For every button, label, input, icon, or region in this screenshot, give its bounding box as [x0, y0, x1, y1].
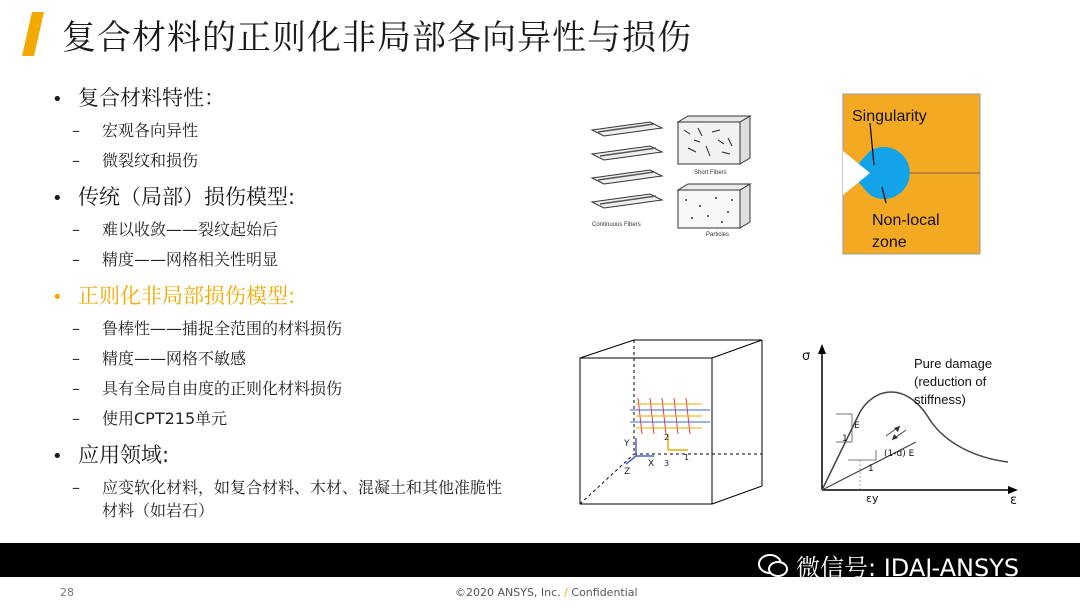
- bullet-item-highlight: • 正则化非局部损伤模型:: [52, 280, 552, 310]
- stiffness-label: stiffness): [914, 392, 966, 407]
- bullet-item: • 应用领域:: [52, 439, 552, 469]
- short-fibers-label: Short Fibers: [694, 170, 727, 176]
- title-accent-bar: [22, 12, 44, 56]
- bullet-label: 应用领域:: [78, 443, 170, 467]
- sub-bullet-text: 具有全局自由度的正则化材料损伤: [102, 379, 343, 398]
- epsilon-label: ε: [1010, 493, 1018, 508]
- stress-strain-figure: [796, 340, 1036, 510]
- continuous-fibers-label: Continuous Fibers: [592, 222, 641, 228]
- sub-bullet: – 精度——网格相关性明显: [72, 247, 552, 270]
- page-title: 复合材料的正则化非局部各向异性与损伤: [62, 18, 692, 58]
- sub-bullet: – 鲁棒性——捕捉全范围的材料损伤: [72, 316, 552, 339]
- e-label: E: [854, 421, 860, 431]
- epsilon-y-label: εy: [866, 492, 879, 505]
- sub-bullet: – 微裂纹和损伤: [72, 148, 552, 171]
- sub-bullet: – 使用CPT215单元: [72, 406, 552, 429]
- wechat-icon: [758, 553, 788, 579]
- bullet-label: 正则化非局部损伤模型:: [78, 284, 296, 308]
- composite-types-figure: [578, 112, 770, 242]
- bullet-group: [52, 439, 552, 521]
- node-3-label: 3: [664, 459, 670, 468]
- singularity-label: Singularity: [852, 108, 927, 125]
- sub-bullet-text: 精度——网格相关性明显: [102, 250, 279, 269]
- zone-label: zone: [872, 234, 907, 251]
- copyright: [455, 586, 638, 599]
- sub-bullet: – 应变软化材料，如复合材料、木材、混凝土和其他准脆性材料（如岩石）: [72, 475, 512, 521]
- bullet-group: [52, 280, 552, 429]
- sub-bullet-text: 宏观各向异性: [102, 121, 199, 140]
- sub-bullet: – 难以收敛——裂纹起始后: [72, 217, 552, 240]
- bullet-item: • 复合材料特性：: [52, 82, 552, 112]
- cube-element-figure: [578, 338, 764, 508]
- page-number: 28: [60, 586, 74, 599]
- particles-label: Particles: [706, 232, 730, 238]
- sub-bullet: – 宏观各向异性: [72, 118, 552, 141]
- watermark-text: 微信号: IDAJ-ANSYS: [796, 554, 1020, 582]
- axis-y-label: Y: [624, 439, 630, 449]
- node-2-label: 2: [664, 433, 670, 442]
- sigma-label: σ: [802, 349, 811, 364]
- bullet-item: • 传统（局部）损伤模型:: [52, 181, 552, 211]
- axis-z-label: Z: [624, 467, 631, 477]
- sub-bullet-text: 微裂纹和损伤: [102, 151, 199, 170]
- sub-bullet-text: 应变软化材料，如复合材料、木材、混凝土和其他准脆性材料（如岩石）: [102, 478, 503, 520]
- sub-bullet-text: 鲁棒性——捕捉全范围的材料损伤: [102, 319, 343, 338]
- pure-damage-label: Pure damage: [914, 356, 993, 371]
- node-1-label: 1: [684, 453, 690, 462]
- nonlocal-label: Non-local: [872, 212, 940, 229]
- sub-bullet-text: 使用CPT215单元: [102, 409, 228, 428]
- copyright-text: ©2020 ANSYS, Inc.: [455, 586, 561, 599]
- singularity-figure: [842, 93, 982, 255]
- one-label: 1: [842, 434, 848, 444]
- reduction-label: (reduction of: [914, 374, 987, 389]
- bullet-label: 复合材料特性：: [78, 86, 225, 110]
- bullet-group: [52, 82, 552, 171]
- bullet-label: 传统（局部）损伤模型:: [78, 185, 296, 209]
- bullet-group: [52, 181, 552, 270]
- sub-bullet-text: 难以收敛——裂纹起始后: [102, 220, 279, 239]
- watermark: [758, 548, 1019, 583]
- sub-bullet-text: 精度——网格不敏感: [102, 349, 247, 368]
- separator: /: [560, 586, 572, 599]
- damage-e-label: (1-d) E: [884, 449, 915, 459]
- sub-bullet: – 具有全局自由度的正则化材料损伤: [72, 376, 552, 399]
- one-label-2: 1: [868, 464, 874, 474]
- bullet-list: [52, 82, 552, 531]
- sub-bullet: – 精度——网格不敏感: [72, 346, 552, 369]
- confidential-text: Confidential: [571, 586, 638, 599]
- axis-x-label: X: [648, 459, 655, 469]
